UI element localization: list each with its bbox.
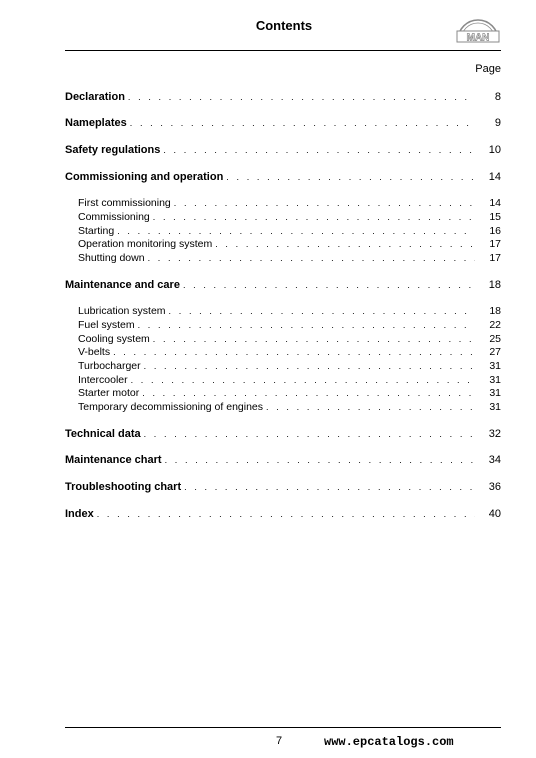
toc-entry-label: Declaration xyxy=(65,91,125,103)
toc-subentry xyxy=(78,386,501,400)
toc-entry-label: Fuel system xyxy=(78,319,135,331)
toc-entry-page: 14 xyxy=(488,171,501,183)
dot-leader xyxy=(174,196,475,210)
dot-leader xyxy=(153,332,475,346)
toc-entry-label: Index xyxy=(65,508,94,520)
toc-entry-label: Turbocharger xyxy=(78,360,141,372)
dot-leader xyxy=(113,345,475,359)
toc-entry xyxy=(65,90,501,104)
dot-leader xyxy=(128,90,475,104)
dot-leader xyxy=(184,480,475,494)
dot-leader xyxy=(163,143,475,157)
toc-subentry xyxy=(78,345,501,359)
toc-entry-page: 36 xyxy=(488,481,501,493)
toc-subentry xyxy=(78,196,501,210)
page-title: Contents xyxy=(255,18,313,33)
toc-subentry xyxy=(78,224,501,238)
dot-leader xyxy=(97,507,475,521)
toc-subentry xyxy=(78,237,501,251)
toc-subentry xyxy=(78,304,501,318)
toc-entry-label: V-belts xyxy=(78,346,111,358)
toc-entry-page: 15 xyxy=(489,211,501,223)
toc-subentry xyxy=(78,210,501,224)
dot-leader xyxy=(144,359,475,373)
dot-leader xyxy=(165,453,475,467)
toc-entry xyxy=(65,427,501,441)
toc-entry-label: Lubrication system xyxy=(78,305,166,317)
toc-subentry xyxy=(78,318,501,332)
toc-entry-page: 8 xyxy=(494,91,501,103)
toc-entry-page: 18 xyxy=(488,279,501,291)
dot-leader xyxy=(117,224,475,238)
dot-leader xyxy=(138,318,475,332)
dot-leader xyxy=(148,251,475,265)
toc-entry-page: 31 xyxy=(489,374,501,386)
toc-entry-label: Safety regulations xyxy=(65,144,161,156)
toc-entry-label: Troubleshooting chart xyxy=(65,481,182,493)
dot-leader xyxy=(226,170,475,184)
toc-entry-page: 25 xyxy=(489,333,501,345)
toc-subentry xyxy=(78,332,501,346)
website-watermark: www.epcatalogs.com xyxy=(324,735,454,749)
toc-entry-label: Maintenance and care xyxy=(65,279,180,291)
toc-subentry xyxy=(78,251,501,265)
toc-entry xyxy=(65,278,501,292)
toc-entry-label: Technical data xyxy=(65,428,141,440)
toc-entry-label: Maintenance chart xyxy=(65,454,162,466)
toc-entry-label: Nameplates xyxy=(65,117,127,129)
dot-leader xyxy=(142,386,475,400)
toc-entry-label: Operation monitoring system xyxy=(78,238,213,250)
svg-text:MAN: MAN xyxy=(466,32,490,44)
toc-entry-page: 14 xyxy=(489,197,501,209)
toc-entry-label: Temporary decommissioning of engines xyxy=(78,401,264,413)
toc-entry-page: 22 xyxy=(489,319,501,331)
toc-entry xyxy=(65,116,501,130)
toc-entry-page: 27 xyxy=(489,346,501,358)
dot-leader xyxy=(144,427,475,441)
toc-entry-page: 31 xyxy=(489,401,501,413)
dot-leader xyxy=(169,304,475,318)
toc-entry-label: Intercooler xyxy=(78,374,128,386)
toc-entry xyxy=(65,453,501,467)
toc-entry xyxy=(65,143,501,157)
toc-entry-page: 16 xyxy=(489,225,501,237)
page-number: 7 xyxy=(276,735,283,747)
dot-leader xyxy=(215,237,475,251)
dot-leader xyxy=(130,116,475,130)
toc-subentry xyxy=(78,373,501,387)
toc-entry xyxy=(65,480,501,494)
toc-entry-page: 40 xyxy=(488,508,501,520)
dot-leader xyxy=(266,400,475,414)
toc-subentry xyxy=(78,359,501,373)
dot-leader xyxy=(131,373,475,387)
toc-entry-label: First commissioning xyxy=(78,197,171,209)
toc-entry-page: 18 xyxy=(489,305,501,317)
toc-entry-page: 31 xyxy=(489,387,501,399)
dot-leader xyxy=(153,210,475,224)
footer-rule xyxy=(65,727,501,728)
toc-entry-label: Commissioning and operation xyxy=(65,171,224,183)
toc-entry-page: 34 xyxy=(488,454,501,466)
toc-entry-label: Starter motor xyxy=(78,387,140,399)
toc-entry-label: Starting xyxy=(78,225,115,237)
toc-entry-label: Cooling system xyxy=(78,333,150,345)
toc-entry-page: 9 xyxy=(494,117,501,129)
toc-entry-page: 32 xyxy=(488,428,501,440)
dot-leader xyxy=(183,278,475,292)
toc-subentry xyxy=(78,400,501,414)
toc-entry xyxy=(65,170,501,184)
toc-entry-page: 10 xyxy=(488,144,501,156)
page-column-label: Page xyxy=(475,63,501,75)
toc-entry-label: Commissioning xyxy=(78,211,150,223)
toc-entry-page: 31 xyxy=(489,360,501,372)
toc-entry xyxy=(65,507,501,521)
toc-entry-label: Shutting down xyxy=(78,252,145,264)
toc-entry-page: 17 xyxy=(489,252,501,264)
toc-entry-page: 17 xyxy=(489,238,501,250)
